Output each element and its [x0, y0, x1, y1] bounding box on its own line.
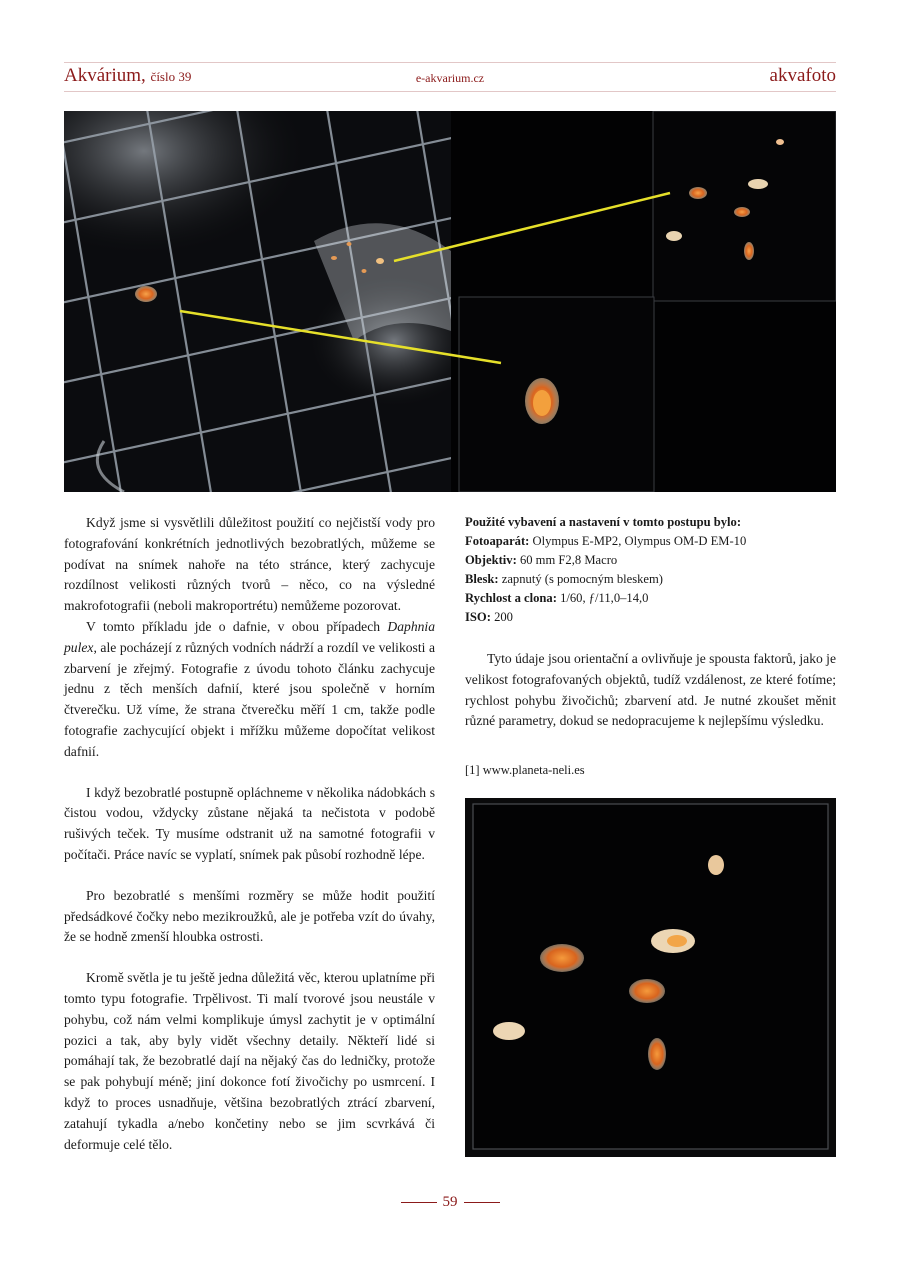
- speed-label: Rychlost a clona:: [465, 591, 557, 605]
- website-link[interactable]: e-akvarium.cz: [415, 71, 485, 85]
- paragraph-3: I když bezobratlé postupně opláchneme v několika nádobkách s čistou vodou, vždycky zůstane nějaká ta nečistota v podobě rušivých teček. Ty musíme odstranit už na samotné fotografii v počítači. Práce navíc se vyplatí, snímek pak působí rozhodně lépe.: [64, 784, 435, 862]
- camera-label: Fotoaparát:: [465, 534, 530, 548]
- inset-photos: [451, 111, 836, 492]
- paragraph-1: Když jsme si vysvětlili důležitost použití co nejčistší vody pro fotografování konkrétních jednotlivých bezobratlých, můžeme se podívat na snímek nahoře na této stránce, který zachycuje rozdílnost velikosti různých tvorů – něco, co na výsledné makrofotografii (neboli makroportrétu) nemůžeme pozorovat.: [64, 515, 435, 614]
- page-header: [64, 62, 836, 92]
- flash-label: Blesk:: [465, 572, 499, 586]
- speed-value: 1/60, ƒ/11,0–14,0: [560, 591, 649, 605]
- flash-line: [465, 570, 836, 589]
- iso-label: ISO:: [465, 610, 491, 624]
- magazine-name: Akvárium,: [64, 65, 146, 86]
- article-right-column: [465, 513, 836, 732]
- camera-line: [465, 532, 836, 551]
- footer-rule-left: [401, 1202, 437, 1203]
- article-left-column: [64, 513, 435, 1155]
- paragraph-2: [64, 617, 435, 763]
- settings-note: Tyto údaje jsou orientační a ovlivňuje je spousta faktorů, jako je velikost fotografovaných objektů, tudíž vzdálenost, ze které fotíme; rychlost pohybu živočichů; zbarvení atd. Je nutné zkoušet měnit různé parametry, dokud se nedopracujeme k nejlepšímu výsledku.: [465, 651, 836, 729]
- equipment-box: [465, 513, 836, 627]
- daphnia-comparison-photo: [64, 111, 836, 492]
- lens-value: 60 mm F2,8 Macro: [519, 553, 618, 567]
- camera-value: Olympus E-MP2, Olympus OM-D EM-10: [532, 534, 747, 548]
- paragraph-5: Kromě světla je tu ještě jedna důležitá věc, kterou uplatníme při tomto typu fotografie. Trpělivost. Ti malí tvorové jsou neustále v pohybu, což nám velmi komplikuje úmysl zachytit je v optimální pozici a tak, aby byly vidět všechny detaily. Někteří lidé si pomáhají tak, že bezobratlé dají na nějaký čas do ledničky, protože se pak pohybují méně; jiní dokonce fotí živočichy po usmrcení. I když to proces usnadňuje, většina bezobratlých ztrácí zbarvení, zatahují tykadla a/nebo končetiny nebo se jim scvrkává či deformuje celé tělo.: [64, 970, 435, 1152]
- paragraph-2-text-b: , ale pocházejí z různých vodních nádrží a rozdíl ve velikosti a zbarvení je zřejmý. Fotografie z úvodu tohoto článku zachycuje jednu z těch menších dafnií, které jsou společně v horním čtverečku. Už víme, že strana čtverečku měří 1 cm, takže podle fotografie zachycující objekt i mřížku můžeme dopočítat velikost dafnií.: [64, 639, 435, 759]
- flash-value: zapnutý (s pomocným bleskem): [501, 572, 663, 586]
- page-footer: [0, 1193, 900, 1211]
- footer-rule-right: [464, 1202, 500, 1203]
- lens-line: [465, 551, 836, 570]
- equipment-title: Použité vybavení a nastavení v tomto postupu bylo:: [465, 515, 742, 529]
- lens-label: Objektiv:: [465, 553, 517, 567]
- iso-line: [465, 608, 836, 627]
- section-name: akvafoto: [769, 65, 836, 86]
- issue-number: číslo 39: [150, 69, 192, 84]
- daphnia-group-photo: [465, 798, 836, 1157]
- speed-aperture-line: [465, 589, 836, 608]
- page-number: 59: [442, 1193, 458, 1210]
- grid-photo: [64, 111, 484, 492]
- paragraph-2-text-a: V tomto příkladu jde o dafnie, v obou případech: [86, 618, 388, 634]
- species-name: Daphnia pulex: [64, 618, 435, 655]
- iso-value: 200: [494, 610, 513, 624]
- reference-link[interactable]: [1] www.planeta-neli.es: [465, 763, 585, 777]
- paragraph-4: Pro bezobratlé s menšími rozměry se může hodit použití předsádkové čočky nebo mezikroužků, ale je potřeba vzít do úvahy, že se hodně zmenší hloubka ostrosti.: [64, 887, 435, 945]
